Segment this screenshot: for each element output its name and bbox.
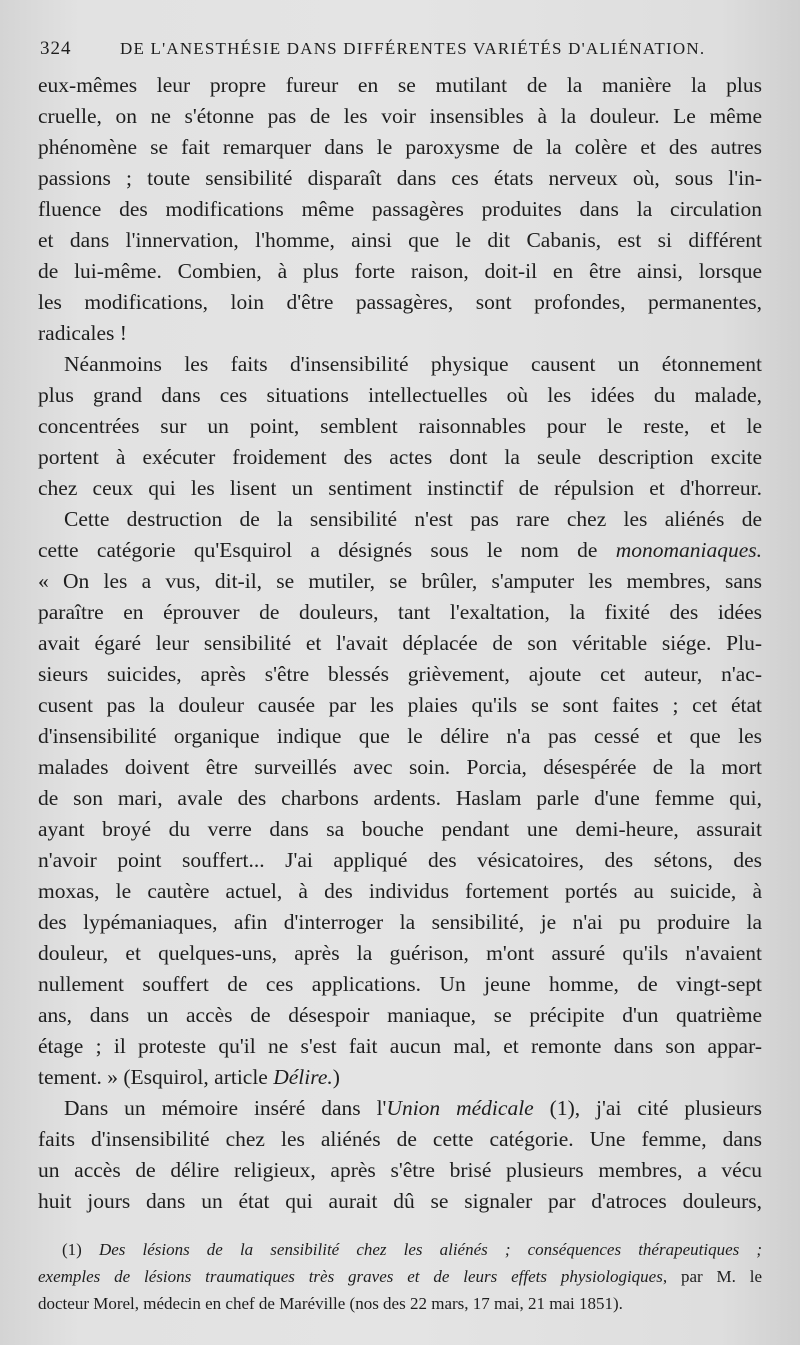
page-header [40,34,760,64]
text-line: un accès de délire religieux, après s'être brisé plusieurs membres, a vécu [38,1158,762,1182]
text-line: phénomène se fait remarquer dans le paroxysme de la colère et des autres [38,135,762,159]
italic-term: Délire. [273,1065,333,1089]
quote-line: moxas, le cautère actuel, à des individus fortement portés au suicide, à [38,879,762,903]
quote-line: étage ; il proteste qu'il ne s'est fait aucun mal, et remonte dans son appar- [38,1034,762,1058]
text-segment: cette catégorie qu'Esquirol a désignés sous le nom de [38,538,616,562]
text-line [38,535,762,566]
paragraph-start-line: Cette destruction de la sensibilité n'est pas rare chez les aliénés de [64,507,762,531]
italic-term: monomaniaques. [615,538,762,562]
text-line: plus grand dans ces situations intellectuelles où les idées du malade, [38,383,762,407]
italic-term: Union médicale [386,1096,534,1120]
quote-line: nullement souffert de ces applications. Un jeune homme, de vingt-sept [38,972,762,996]
footnote-marker: (1) [62,1240,99,1259]
body-text [38,70,762,1217]
footnote-title: Des lésions de la sensibilité chez les aliénés ; conséquences thérapeutiques ; [98,1240,762,1259]
quote-line: des lypémaniaques, afin d'interroger la sensibilité, je n'ai pu produire la [38,910,762,934]
text-line: de lui-même. Combien, à plus forte raison, doit-il en être ainsi, lorsque [38,259,762,283]
quote-line: sieurs suicides, après s'être blessés grièvement, ajoute cet auteur, n'ac- [38,662,762,686]
text-line: portent à exécuter froidement des actes dont la seule description excite [38,445,762,469]
quote-line: malades doivent être surveillés avec soin. Porcia, désespérée de la mort [38,755,762,779]
text-segment: (1), j'ai cité plusieurs [533,1096,762,1120]
paragraph-start-line [38,1093,762,1124]
quote-line [38,1062,762,1093]
text-line: les modifications, loin d'être passagères, sont profondes, permanentes, [38,290,762,314]
quote-line: cusent pas la douleur causée par les plaies qu'ils se sont faites ; cet état [38,693,762,717]
text-line: huit jours dans un état qui aurait dû se signaler par d'atroces douleurs, [38,1189,762,1213]
text-line: eux-mêmes leur propre fureur en se mutilant de la manière la plus [38,73,762,97]
text-line: radicales ! [38,321,127,345]
footnote [38,1236,762,1317]
page-number: 324 [40,38,72,59]
text-line: passions ; toute sensibilité disparaît dans ces états nerveux où, sous l'in- [38,166,762,190]
running-head: DE L'ANESTHÉSIE DANS DIFFÉRENTES VARIÉTÉS D'ALIÉNATION. [120,39,706,58]
quote-line: « On les a vus, dit-il, se mutiler, se brûler, s'amputer les membres, sans [38,569,762,593]
quote-line: ayant broyé du verre dans sa bouche pendant une demi-heure, assurait [38,817,762,841]
text-line: concentrées sur un point, semblent raisonnables pour le reste, et le [38,414,762,438]
footnote-line [38,1236,762,1263]
text-line: chez ceux qui les lisent un sentiment instinctif de répulsion et d'horreur. [38,476,762,500]
quote-line: douleur, et quelques-uns, après la guérison, m'ont assuré qu'ils n'avaient [38,941,762,965]
text-line: et dans l'innervation, l'homme, ainsi que le dit Cabanis, est si différent [38,228,762,252]
text-segment: Dans un mémoire inséré dans l' [64,1096,387,1120]
quote-line: paraître en éprouver de douleurs, tant l'exaltation, la fixité des idées [38,600,762,624]
text-line: faits d'insensibilité chez les aliénés de cette catégorie. Une femme, dans [38,1127,762,1151]
text-line: fluence des modifications même passagères produites dans la circulation [38,197,762,221]
text-segment: tement. » (Esquirol, article [38,1065,274,1089]
text-line: cruelle, on ne s'étonne pas de les voir insensibles à la douleur. Le même [38,104,762,128]
quote-line: avait égaré leur sensibilité et l'avait déplacée de son véritable siége. Plu- [38,631,762,655]
quote-line: d'insensibilité organique indique que le délire n'a pas cessé et que les [38,724,762,748]
footnote-title: exemples de lésions traumatiques très graves et de leurs effets physiologiques [38,1267,663,1286]
quote-line: ans, dans un accès de désespoir maniaque, se précipite d'un quatrième [38,1003,762,1027]
text-segment: , par M. le [662,1267,762,1286]
footnote-line [38,1263,762,1290]
paragraph-start-line: Néanmoins les faits d'insensibilité physique causent un étonnement [64,352,762,376]
text-segment: ) [332,1065,340,1089]
quote-line: de son mari, avale des charbons ardents. Haslam parle d'une femme qui, [38,786,762,810]
quote-line: n'avoir point souffert... J'ai appliqué des vésicatoires, des sétons, des [38,848,762,872]
footnote-line: docteur Morel, médecin en chef de Maréville (nos des 22 mars, 17 mai, 21 mai 1851). [38,1294,623,1313]
